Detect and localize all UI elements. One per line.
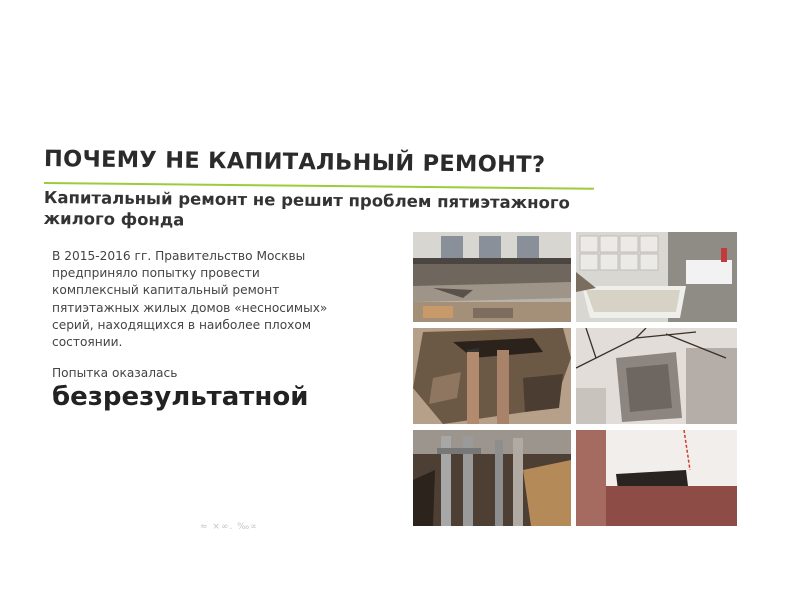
outcome-value: безрезультатной [52,382,309,412]
slide-title: ПОЧЕМУ НЕ КАПИТАЛЬНЫЙ РЕМОНТ? [43,146,546,179]
body-paragraph: В 2015-2016 гг. Правительство Москвы предприняло попытку провести комплексный капитальный ремонт пятиэтажных жилых домов «несносимых» серий, находящихся в наиболее плохом состоянии. [52,249,328,350]
footer-smudge: ≈ ×∞. ‰∝ [200,522,258,532]
photo-window-ledge [576,430,737,526]
photo-basement-pipes [413,430,571,526]
photo-grid [413,232,737,526]
photo-pipes-hole [413,328,571,424]
outcome-label: Попытка оказалась [52,366,178,380]
photo-crumbling-facade [576,328,737,424]
photo-balcony-damage [413,232,571,322]
photo-bathroom [576,232,737,322]
slide-subtitle: Капитальный ремонт не решит проблем пятиэтажного жилого фонда [43,187,570,230]
